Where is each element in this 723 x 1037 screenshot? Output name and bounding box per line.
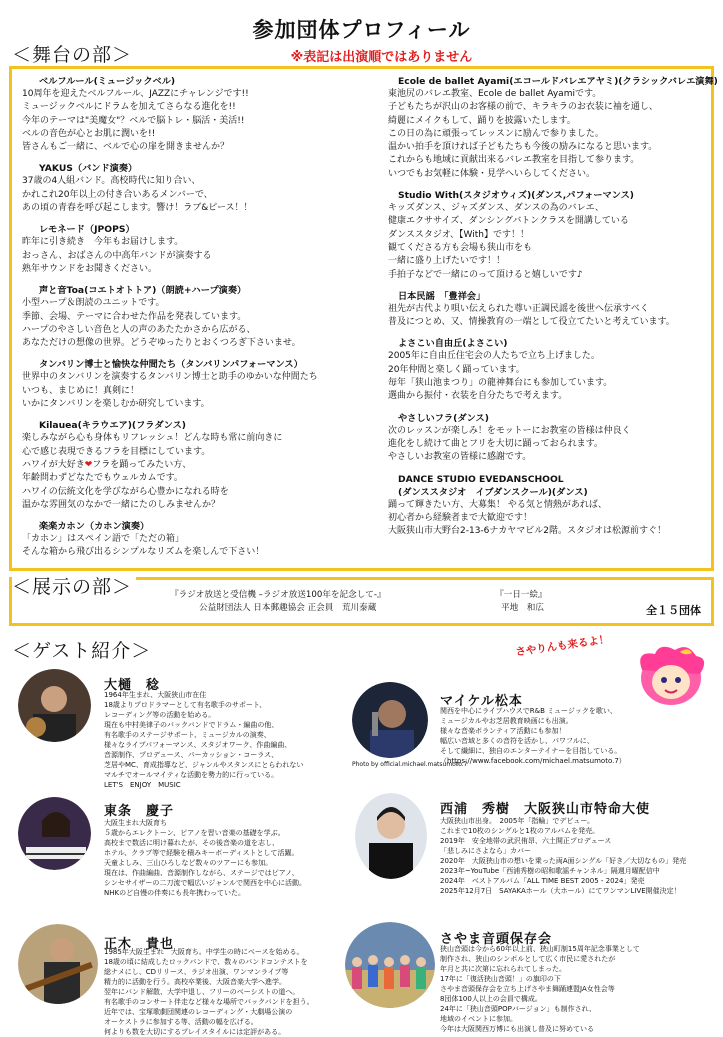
guest-name: 西浦 秀樹 大阪狭山市特命大使	[440, 802, 651, 817]
group-yosakoi	[388, 337, 708, 403]
guest-bio-line: 音源制作、プロデュース、パーカッション・コーラス、	[104, 751, 279, 759]
group-desc-line: ミュージックベルにドラムを加えてさらなる進化を!!	[22, 102, 236, 113]
group-desc-line: 10周年を迎えたベルフルール、JAZZにチャレンジです!!	[22, 89, 249, 99]
guest-bio-line: （https://www.facebook.com/michael.matsumoto.7）	[440, 757, 626, 765]
group-desc-line: ハープのやさしい音色と人の声のあたたかさから広がる、	[22, 324, 256, 335]
group-yakus	[22, 162, 377, 215]
group-desc-line: 温かな雰囲気のなかで一緒にたのしみませんか？	[22, 499, 221, 510]
group-desc-text: ハワイが大好き	[22, 459, 85, 470]
guest-bio	[440, 816, 686, 896]
exhibit-author: 公益財団法人 日本郵趣協会 正会員 荒川泰蔵	[199, 603, 377, 613]
guest-bio-line: LET'S ENJOY MUSIC	[104, 781, 181, 789]
group-name: 楽楽カホン（カホン演奏）	[39, 521, 150, 533]
guest-bio-line: 1985年大阪生まれ 大阪育ち。中学生の時にベースを始める。	[104, 948, 304, 956]
guest-bio-line: 高校まで数活に明け暮れたが、その後音楽の道を志し、	[104, 839, 279, 847]
guest-bio-line: 年月と共に次第に忘れられてしまった。	[440, 965, 566, 973]
group-desc-line: 心で感じ表現できるフラを目標にしています。	[22, 446, 211, 457]
group-desc-line: 観てくださる方も会場も狭山市をも	[388, 242, 533, 253]
order-notice: ※表記は出演順ではありません	[290, 50, 473, 65]
group-name: レモネード（JPOPS）	[39, 224, 135, 236]
group-desc-line: 熟年サウンドをお聞きください。	[22, 263, 158, 274]
group-desc-line: 今年のテーマは"美魔女"？ベルで脳トレ・脳活・美活!!	[22, 115, 245, 126]
group-kilauea	[22, 419, 377, 512]
guest-name: 正木 貴也	[104, 937, 175, 952]
group-desc-line: 小型ハープ＆朗読のユニットです。	[22, 298, 165, 309]
group-desc-line: あの頃の青春を呼び起こします。響け！ラブ&ピース！！	[22, 203, 253, 214]
guest-bio-line: 18歳よりプロドラマーとして有名歌手のサポート、	[104, 701, 267, 709]
group-desc-line: 大阪狭山市大野台2-13-6ナカヤマビル2階。スタジオは松源前すぐ！	[388, 526, 666, 537]
guest-section-heading: ＜ゲスト紹介＞	[12, 640, 152, 662]
guest-bio	[440, 706, 626, 766]
exhibit-title: 『ラジオ放送と受信機 –ラジオ放送100年を記念して-』	[170, 590, 386, 600]
group-desc-line	[22, 459, 377, 472]
group-desc-line: いかにタンバリンを楽しむか研究しています。	[22, 399, 210, 410]
group-desc-line: 楽しみながら心も身体もリフレッシュ！どんな時も常に前向きに	[22, 433, 283, 444]
guest-bio-line: さやま音頭保存会を立ち上げさやま舞踊連盟JA女性会等	[440, 985, 615, 993]
guest-bio-line: 何よりも数を大切にするプレイスタイルには定評がある。	[104, 1028, 286, 1036]
exhibit-title: 『一日一絵』	[495, 590, 547, 600]
guest-bio-line: NHKのど自慢の伴奏にも長年携わっていた。	[104, 889, 246, 897]
group-desc-line: キッズダンス、ジャズダンス、ダンスの為のバレエ、	[388, 203, 604, 214]
group-desc-line: 年齢問わずどなたでもウェルカムです。	[22, 473, 183, 484]
group-desc-line: 普及につとめ、又、情操教育の一端として役立てたいと考えています。	[388, 317, 675, 328]
guest-bio-line: 24年に「狭山音頭POPバージョン」も制作され、	[440, 1005, 596, 1013]
group-desc-line: かれこれ20年以上の付き合いあるメンバーで、	[22, 189, 213, 200]
group-koetooto-toa	[22, 284, 377, 350]
guest-bio	[104, 690, 303, 790]
guest-bio-line: 地域のイベントに参加。	[440, 1015, 517, 1023]
group-desc-line: ハワイの伝統文化を学びながら心豊かになれる時を	[22, 486, 229, 497]
group-desc-line: 37歳の4人組バンド。高校時代に知り合い、	[22, 176, 201, 187]
guest-photo-masaki	[18, 924, 98, 1004]
group-desc-line: 「カホン」はスペイン語で「ただの箱」	[22, 534, 185, 545]
guest-bio-line: 様々なライブパフォーマンス、スタジオワーク、作曲編曲、	[104, 741, 292, 749]
guest-bio-line: ミュージカルやお芝居教育映画にも出演。	[440, 717, 573, 725]
group-desc-line: 次のレッスンが楽しみ！をモットーにお教室の皆様は仲良く	[388, 425, 631, 436]
guest-bio-line: 有名歌手のステージサポート、ミュージカルの演奏、	[104, 731, 271, 739]
group-desc-line: 東池尻のバレエ教室、Ecole de ballet Ayamiです。	[388, 89, 602, 99]
group-desc-line: 一緒に盛り上げたいです！！	[388, 256, 506, 267]
guest-bio-line: オーケストラに参加する等、活動の幅を広げる。	[104, 1018, 258, 1026]
exhibit-section-heading: ＜展示の部＞	[12, 572, 136, 599]
guest-bio-line: 2024年 ベストアルバム「ALL TIME BEST 2005 - 2024」発売	[440, 877, 645, 885]
photo-credit: Photo by official.michael.matsumoto.7	[352, 761, 468, 768]
guest-bio-line: 関西を中心にライブハウスでR&B ミュージックを歌い、	[440, 707, 617, 715]
group-name: 日本民謡 「豊祥会」	[398, 290, 486, 302]
guest-bio-line: 制作され、狭山のシンボルとして広く市民に愛されたが	[440, 955, 616, 963]
group-desc-line: 毎年「狭山池まつり」の龍神舞台にも参加しています。	[388, 378, 613, 389]
guest-name: 東条 慶子	[104, 804, 175, 819]
heart-icon: ❤	[84, 459, 93, 470]
guest-bio	[440, 944, 640, 1034]
group-desc-line: 手拍子などで一緒にのって頂けると嬉しいです♪	[388, 269, 583, 280]
guest-bio-line: マルチでオールマイティな活動を勢力的に行っている。	[104, 771, 279, 779]
guest-bio-line: 幅広い音域と多くの音符を活かし、パワフルに、	[440, 737, 594, 745]
guest-bio-line: 2023年~YouTube「西浦秀樹の昭和歌謡チャンネル」隔週月曜配信中	[440, 867, 660, 875]
group-name: Kilauea(キラウエア)(フラダンス)	[39, 420, 186, 432]
guest-bio-line: 現在は、作曲編曲、音源制作しながら、ステージではピアノ、	[104, 869, 299, 877]
group-name: (ダンススタジオ イブダンスクール)(ダンス)	[398, 486, 588, 498]
guest-bio-line: 芝居やMC、育成指導など、ジャンルやスタンスにとらわれない	[104, 761, 304, 769]
sayarin-callout: さやりんも来るよ！	[514, 633, 610, 659]
group-desc-line: 進化をし続けて曲とフリを大切に踊っておられます。	[388, 438, 603, 449]
stage-left-column	[22, 75, 377, 568]
group-desc-line: この日の為に頑張ってレッスンに励んで参りました。	[388, 128, 604, 139]
group-name: Studio With(スタジオウィズ)(ダンス,パフォーマンス)	[398, 190, 635, 202]
group-desc-line: 綺麗にメイクもして、踊りを披露いたします。	[388, 115, 576, 126]
guest-photo-tojo	[18, 797, 91, 870]
guest-photo-ohi	[18, 669, 91, 742]
guest-bio	[104, 818, 306, 898]
guest-bio-line: 18歳の頃に結成したロックバンドで、数々のバンドコンテストを	[104, 958, 308, 966]
guest-bio-line: 8団体100人以上の会員で構成。	[440, 995, 542, 1003]
guest-bio-line: 今年は大阪関西万博にも出演し普及に努めている	[440, 1025, 594, 1033]
group-desc-line: ベルの音色が心とお肌に潤いを!!	[22, 128, 156, 139]
guest-bio-line: 17年に「復活狭山音頭！」の旗印の下	[440, 975, 561, 983]
group-housyoukai	[388, 290, 708, 330]
exhibit-item-radio	[170, 589, 386, 615]
group-desc-line: 2005年に自由丘住宅会の人たちで立ち上げました。	[388, 351, 600, 362]
guest-bio-line: 総ナメにし、CDリリース、ラジオ出演、ワンマンライブ等	[104, 968, 289, 976]
group-desc-line: あなただけの想像の世界。どうぞゆったりとおくつろぎ下さいませ。	[22, 338, 301, 349]
stage-groups-box	[9, 66, 718, 571]
guest-bio-line: 「悲しみにさよなら」カバー	[440, 847, 531, 855]
guest-bio-line: 様々な音楽ボランティア活動にも参加！	[440, 727, 566, 735]
group-lemonade	[22, 223, 377, 276]
group-desc-line: 20年仲間と楽しく踊っています。	[388, 364, 525, 375]
guest-name: マイケル松本	[440, 694, 523, 709]
group-desc-line: 季節、会場、テーマに合わせた作品を発表しています。	[22, 311, 247, 322]
guest-photo-nishiura	[355, 793, 427, 879]
group-yasashii-hula	[388, 412, 708, 465]
group-name: YAKUS（バンド演奏）	[39, 163, 138, 175]
guest-bio-line: 翌年にバンド解散、大学中退し、フリーのベーシストの道へ。	[104, 988, 300, 996]
stage-right-column	[388, 75, 718, 546]
guest-bio-line: 狭山音頭は今から60年以上前、狭山町制15周年記念事業として	[440, 945, 640, 953]
group-name: ベルフルール(ミュージックベル)	[39, 76, 176, 87]
guest-bio-line: 現在も中村美律子のバックバンドでドラム・編曲の他、	[104, 721, 279, 729]
guest-bio-line: 精力的に活動を行う。高校卒業後、大阪音楽大学へ進学。	[104, 978, 286, 986]
group-name: Ecole de ballet Ayami(エコールドバレエアヤミ)(クラシックバレエ演舞)	[398, 76, 718, 87]
guest-bio-line: ５歳からエレクトーン、ピアノを習い音楽の基礎を学ぶ。	[104, 829, 285, 837]
group-rakuraku-cajon	[22, 520, 377, 560]
guest-bio-line: シンセサイザーの二刀流で幅広いジャンルで関西を中心に活動。	[104, 879, 307, 887]
exhibit-item-ichinichi	[495, 589, 547, 615]
group-desc-line: 世界中のタンバリンを演奏するタンバリン博士と助手のゆかいな仲間たち	[22, 372, 318, 383]
group-studio-with	[388, 189, 708, 282]
group-desc-line: 踊って輝きたい方、大募集！ やる気と情熱があれば、	[388, 499, 607, 510]
group-desc-line: 祖先が古代より唄い伝えられた尊い正調民謡を後世へ伝承すべく	[388, 303, 649, 314]
group-tambourine	[22, 358, 377, 411]
group-desc-line: そんな箱から飛び出るシンプルなリズムを楽しんで下さい！	[22, 547, 265, 558]
group-desc-line: 健康エクササイズ、ダンシングバトンクラスを開講している	[388, 216, 629, 227]
group-desc-line: 初心者から経験者まで大歓迎です！	[388, 512, 533, 523]
guest-photo-michael	[352, 682, 428, 758]
group-desc-line: おっさん、おばさんの中高年バンドが演奏する	[22, 250, 212, 261]
group-desc-line: ダンススタジオ、【With】です！！	[388, 229, 529, 240]
group-desc-line: いつも、まじめに！真剣に！	[22, 385, 140, 396]
group-desc-line: 昨年に引き続き 今年もお届けします。	[22, 237, 184, 248]
group-desc-line: 選曲から振付・衣装を自分たちで考えます。	[388, 391, 568, 402]
guest-bio-line: 2019年 安全地帯の武沢侑昂、六土開正プロデュース	[440, 837, 612, 845]
group-desc-line: 子どもたちが沢山のお客様の前で、キラキラのお衣装に袖を通し、	[388, 102, 658, 113]
guest-photo-sayama-ondo	[345, 922, 435, 1008]
group-ecole-ballet	[388, 75, 718, 181]
total-groups: 全１５団体	[646, 604, 701, 617]
group-name: やさしいフラ(ダンス)	[398, 412, 489, 424]
group-desc-line: 皆さんもご一緒に、ベルで心の扉を開きませんか？	[22, 142, 230, 153]
stage-section-heading: ＜舞台の部＞	[12, 44, 133, 66]
group-desc-line: いつでもお気軽に体験・見学へいらしてください。	[388, 168, 596, 179]
exhibit-author: 平地 和広	[501, 603, 544, 613]
guest-bio-line: 大阪狭山市出身。 2005年「指輪」でデビュー。	[440, 817, 595, 825]
guest-bio-line: これまで10枚のシングルと1枚のアルバムを発売。	[440, 827, 600, 835]
sayarin-mascot-icon	[630, 640, 712, 712]
page-title: 参加団体プロフィール	[252, 18, 471, 42]
guest-bio-line: 天童よしみ、三山ひろしなど数々のツアーにも参加。	[104, 859, 273, 867]
group-desc-line: やさしいお教室の皆様に感謝です。	[388, 452, 532, 463]
guest-bio-line: 有名歌手のコンサート伴走など様々な場所でバックバンドを担う。	[104, 998, 314, 1006]
group-name: DANCE STUDIO EVEDANSCHOOL	[398, 473, 564, 485]
guest-bio-line: 近年では、宝塚歌劇団関連のレコーディング・大劇場公演の	[104, 1008, 293, 1016]
guest-bio-line: レコーディング等の活動を始める。	[104, 711, 216, 719]
guest-bio-line: 2025年12月7日 SAYAKAホール（大ホール）にてワンマンLIVE開催決定！	[440, 887, 681, 895]
guest-name: さやま音頭保存会	[440, 932, 553, 947]
guest-bio-line: そして繊細に、独自のエンターテイナーを目指している。	[440, 747, 622, 755]
group-bellfleur	[22, 75, 377, 154]
group-name: 声と音Toa(コエトオトトア)（朗読+ハープ演奏）	[39, 285, 247, 297]
group-desc-line: これからも地域に貢献出来るバレエ教室を目指して参ります。	[388, 155, 640, 166]
guest-name: 大樋 稔	[104, 678, 161, 693]
group-name: タンバリン博士と愉快な仲間たち（タンバリンパフォーマンス）	[39, 359, 303, 371]
group-name: よさこい自由丘(よさこい)	[398, 338, 508, 350]
group-desc-line: 温かい拍手を頂ければ子どもたちも今後の励みになると思います。	[388, 142, 658, 153]
guest-bio-line: 2020年 大阪狭山市の想いを乗った両A面シングル「好き／大切なもの」発売	[440, 857, 687, 865]
guest-bio-line: 1964年生まれ、大阪狭山市在住	[104, 691, 207, 699]
group-desc-text: フラを踊ってみたい方、	[92, 459, 192, 470]
group-evedanschool	[388, 473, 708, 539]
guest-bio-line: ホテル、クラブ等で経験を積みキーボーディストとして活躍。	[104, 849, 299, 857]
guest-bio-line: 大阪生まれ大阪育ち	[104, 819, 167, 827]
